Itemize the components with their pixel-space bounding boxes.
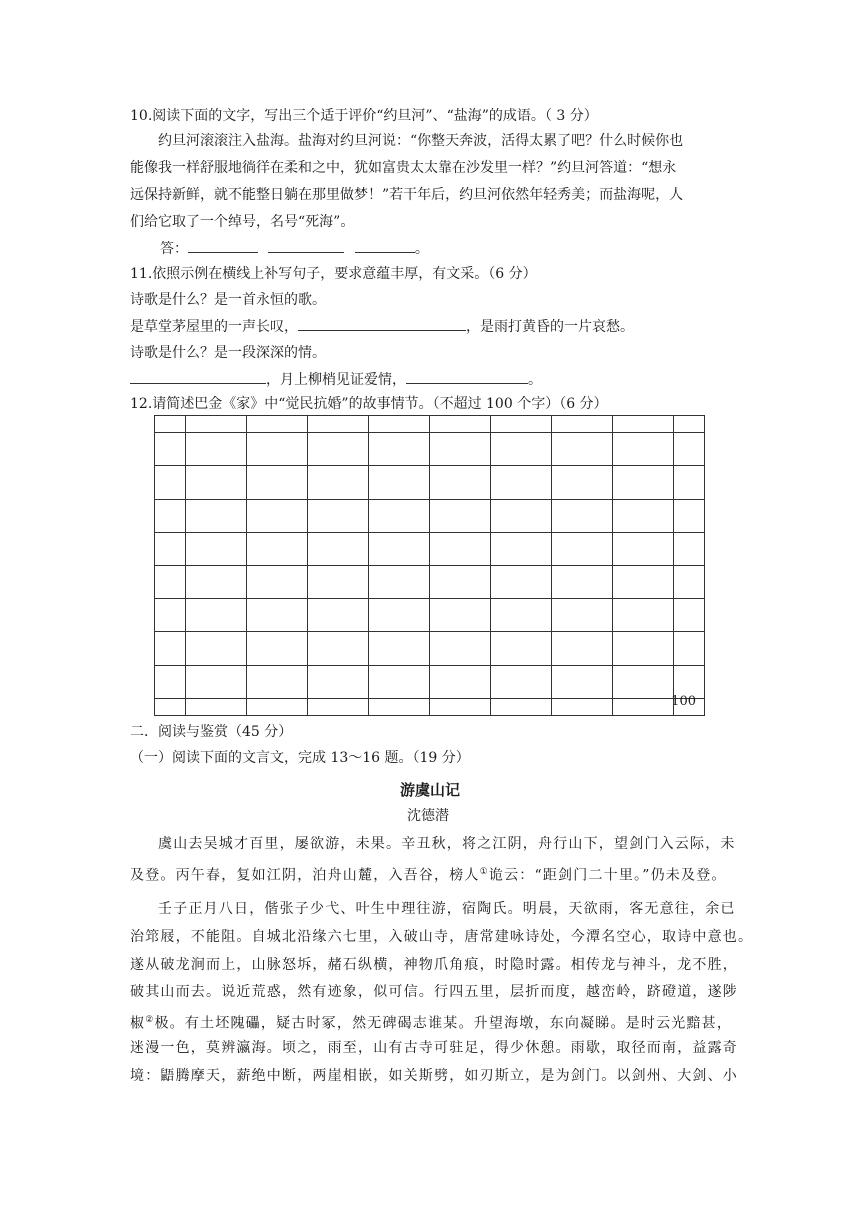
grid-row xyxy=(155,416,704,433)
q10-passage-line: 们给它取了一个绰号，名号“死海”。 xyxy=(130,214,355,230)
q11-line2-end: ，是雨打黄昏的一片哀愁。 xyxy=(466,319,634,335)
section-heading: 二．阅读与鉴赏（45 分） xyxy=(130,724,293,740)
grid-row xyxy=(155,532,704,565)
grid-cell[interactable] xyxy=(552,632,613,665)
grid-cell[interactable] xyxy=(552,565,613,598)
essay-p1-line: 虞山去吴城才百里，屡欲游，未果。辛丑秋，将之江阴，舟行山下，望剑门入云际，未 xyxy=(158,836,736,852)
grid-cell[interactable] xyxy=(186,565,247,598)
essay-p1-line xyxy=(130,862,727,886)
grid-cell[interactable] xyxy=(308,499,369,532)
grid-cell[interactable] xyxy=(552,599,613,632)
grid-cell[interactable] xyxy=(613,499,674,532)
grid-cell[interactable] xyxy=(430,565,491,598)
grid-cell[interactable] xyxy=(247,416,308,433)
q11-line4-end: 。 xyxy=(528,372,542,388)
grid-row xyxy=(155,466,704,499)
essay-p2-line: 遂从破龙涧而上，山脉怒坼，赭石纵横，神物爪角痕，时隐时露。相传龙与神斗，龙不胜， xyxy=(130,957,738,973)
essay-p2-line: 壬子正月八日，偕张子少弋、叶生中理往游，宿陶氏。明晨，天欲雨，客无意往，余已 xyxy=(158,901,736,917)
grid-cell[interactable] xyxy=(247,698,308,715)
grid-cell[interactable] xyxy=(308,565,369,598)
grid-cell[interactable] xyxy=(155,499,186,532)
grid-cell[interactable] xyxy=(552,532,613,565)
grid-cell[interactable] xyxy=(308,632,369,665)
q11-blank-3[interactable] xyxy=(406,369,528,384)
q10-answer-line xyxy=(160,238,429,259)
grid-cell[interactable] xyxy=(186,416,247,433)
q11-blank-1[interactable] xyxy=(298,316,466,331)
grid-cell[interactable] xyxy=(430,466,491,499)
grid-cell[interactable] xyxy=(671,694,705,715)
q10-passage-line: 约旦河滚滚注入盐海。盐海对约旦河说：“你整天奔波，活得太累了吧？什么时候你也 xyxy=(158,133,684,149)
grid-cell[interactable] xyxy=(247,532,308,565)
grid-cell[interactable] xyxy=(369,565,430,598)
answer-grid[interactable] xyxy=(154,415,705,716)
q12-prompt: 12.请简述巴金《家》中“觉民抗婚”的故事情节。（不超过 100 个字）（6 分） xyxy=(130,396,608,412)
grid-cell[interactable] xyxy=(155,599,186,632)
grid-row xyxy=(155,565,704,598)
grid-cell[interactable] xyxy=(491,416,552,433)
grid-cell[interactable] xyxy=(369,466,430,499)
grid-cell[interactable] xyxy=(674,499,705,532)
essay-p2-line: 境：鼯腾摩天，薪绝中断，两崖相嵌，如关斯劈，如刃斯立，是为剑门。以剑州、大剑、小 xyxy=(130,1068,738,1084)
grid-cell[interactable] xyxy=(247,599,308,632)
grid-cell[interactable] xyxy=(491,433,552,466)
grid-cell[interactable] xyxy=(308,698,369,715)
grid-cell[interactable] xyxy=(369,665,430,698)
grid-cell[interactable] xyxy=(613,532,674,565)
grid-cell[interactable] xyxy=(186,665,247,698)
essay-p2-line: 迷漫一色，莫辨瀛海。顷之，雨至，山有古寺可驻足，得少休憩。雨歇，取径而南，益露奇 xyxy=(130,1040,738,1056)
grid-cell[interactable] xyxy=(369,599,430,632)
essay-author: 沈德潜 xyxy=(407,808,449,824)
grid-cell[interactable] xyxy=(308,665,369,698)
q10-passage-line: 远保持新鲜，就不能整日躺在那里做梦！”若干年后，约旦河依然年轻秀美；而盐海呢，人 xyxy=(130,187,684,203)
grid-cell[interactable] xyxy=(491,532,552,565)
grid-cell[interactable] xyxy=(430,433,491,466)
grid-cell[interactable] xyxy=(186,433,247,466)
grid-cell[interactable] xyxy=(674,599,705,632)
q10-blank-3[interactable] xyxy=(355,238,415,253)
grid-cell[interactable] xyxy=(308,433,369,466)
grid-row xyxy=(155,665,704,698)
essay-p1-text: 及登。丙午春，复如江阴，泊舟山麓，入吾谷，榜人 xyxy=(130,867,480,884)
q11-line4 xyxy=(130,369,542,390)
grid-cell[interactable] xyxy=(552,665,613,698)
q11-prompt: 11.依照示例在横线上补写句子，要求意蕴丰厚，有文采。（6 分） xyxy=(130,266,537,282)
grid-cell[interactable] xyxy=(613,632,674,665)
grid-cell[interactable] xyxy=(308,466,369,499)
grid-cell[interactable] xyxy=(155,698,186,715)
q11-line2-start: 是草堂茅屋里的一声长叹， xyxy=(130,319,298,335)
grid-cell[interactable] xyxy=(674,433,705,466)
grid-cell[interactable] xyxy=(674,466,705,499)
grid-cell[interactable] xyxy=(308,532,369,565)
grid-cell[interactable] xyxy=(186,698,247,715)
q11-blank-2[interactable] xyxy=(130,369,266,384)
grid-cell[interactable] xyxy=(552,499,613,532)
grid-cell[interactable] xyxy=(674,416,705,433)
grid-row xyxy=(155,599,704,632)
grid-cell[interactable] xyxy=(247,466,308,499)
grid-cell[interactable] xyxy=(247,665,308,698)
grid-cell[interactable] xyxy=(430,416,491,433)
q11-line2 xyxy=(130,316,634,337)
grid-cell[interactable] xyxy=(552,466,613,499)
grid-cell[interactable] xyxy=(369,532,430,565)
grid-cell[interactable] xyxy=(613,433,674,466)
grid-cell[interactable] xyxy=(369,499,430,532)
grid-cell[interactable] xyxy=(552,698,613,715)
grid-cell[interactable] xyxy=(430,698,491,715)
q10-prompt: 10.阅读下面的文字，写出三个适于评价“约旦河”、“盐海”的成语。（ 3 分） xyxy=(130,108,598,124)
q10-passage-line: 能像我一样舒服地徜徉在柔和之中，犹如富贵太太靠在沙发里一样？”约旦河答道：“想永 xyxy=(130,160,677,176)
grid-cell[interactable] xyxy=(247,632,308,665)
grid-cell[interactable] xyxy=(186,599,247,632)
grid-cell[interactable] xyxy=(613,565,674,598)
essay-p2-line: 破其山而去。说近荒惑，然有迹象，似可信。行四五里，层折而度，越峦岭，跻磴道，遂陟 xyxy=(130,984,738,1000)
grid-cell[interactable] xyxy=(155,466,186,499)
grid-cell[interactable] xyxy=(491,499,552,532)
grid-cell[interactable] xyxy=(674,565,705,598)
grid-cell[interactable] xyxy=(369,416,430,433)
grid-cell[interactable] xyxy=(491,466,552,499)
section-subheading: （一）阅读下面的文言文，完成 13～16 题。（19 分） xyxy=(130,750,470,766)
q10-answer-end: 。 xyxy=(414,241,429,257)
grid-cell[interactable] xyxy=(369,698,430,715)
grid-row xyxy=(155,632,704,665)
grid-cell[interactable] xyxy=(430,665,491,698)
grid-cell[interactable] xyxy=(674,632,705,665)
essay-p2-text: 椒 xyxy=(130,1015,146,1032)
grid-cell[interactable] xyxy=(613,416,674,433)
q11-line4-mid: ，月上柳梢见证爱情， xyxy=(266,372,406,388)
grid-cell[interactable] xyxy=(308,416,369,433)
footnote-marker[interactable]: ① xyxy=(479,867,489,877)
grid-cell[interactable] xyxy=(155,632,186,665)
q11-example-line: 诗歌是什么？是一首永恒的歌。 xyxy=(130,292,326,308)
grid-cell[interactable] xyxy=(247,499,308,532)
grid-cell[interactable] xyxy=(613,466,674,499)
grid-cell[interactable] xyxy=(613,665,674,698)
grid-cell[interactable] xyxy=(491,599,552,632)
grid-cell[interactable] xyxy=(613,698,674,715)
grid-cell[interactable] xyxy=(247,433,308,466)
grid-cell[interactable] xyxy=(308,599,369,632)
grid-cell[interactable] xyxy=(186,499,247,532)
q11-example-line: 诗歌是什么？是一段深深的情。 xyxy=(130,345,326,361)
grid-cell[interactable] xyxy=(369,632,430,665)
essay-p2-line xyxy=(130,1010,732,1034)
essay-p2-line: 治筇屐，不能阻。自城北沿缘六七里，入破山寺，唐常建咏诗处，今潭名空心，取诗中意也。 xyxy=(130,929,754,945)
grid-cell[interactable] xyxy=(155,665,186,698)
grid-cell[interactable] xyxy=(491,565,552,598)
grid-cell[interactable] xyxy=(186,466,247,499)
grid-cell[interactable] xyxy=(247,565,308,598)
essay-title: 游虞山记 xyxy=(400,781,461,799)
q10-answer-label: 答： xyxy=(160,241,188,257)
grid-cell[interactable] xyxy=(552,416,613,433)
grid-row xyxy=(155,499,704,532)
grid-cell[interactable] xyxy=(369,433,430,466)
q10-blank-1[interactable] xyxy=(188,238,258,253)
grid-cell[interactable] xyxy=(613,599,674,632)
grid-cell[interactable] xyxy=(491,665,552,698)
grid-cell[interactable] xyxy=(674,532,705,565)
char-count-label: 100 xyxy=(671,694,696,709)
q10-blank-2[interactable] xyxy=(268,238,344,253)
grid-cell[interactable] xyxy=(186,532,247,565)
grid-row xyxy=(155,698,704,715)
grid-cell[interactable] xyxy=(155,565,186,598)
grid-row xyxy=(155,433,704,466)
grid-cell[interactable] xyxy=(430,532,491,565)
grid-cell[interactable] xyxy=(155,433,186,466)
grid-cell[interactable] xyxy=(155,532,186,565)
grid-cell[interactable] xyxy=(491,698,552,715)
grid-cell[interactable] xyxy=(430,632,491,665)
grid-cell[interactable] xyxy=(552,433,613,466)
footnote-marker[interactable]: ② xyxy=(145,1015,155,1025)
essay-p1-text: 诡云：“距剑门二十里。”仍未及登。 xyxy=(488,867,727,884)
essay-p2-text: 极。有土坯隗礧，疑古时冢，然无碑碣志谁某。升望海墩，东向凝睇。是时云光黯甚， xyxy=(154,1015,733,1032)
grid-cell[interactable] xyxy=(430,599,491,632)
grid-cell[interactable] xyxy=(430,499,491,532)
grid-cell[interactable] xyxy=(186,632,247,665)
grid-cell[interactable] xyxy=(491,632,552,665)
grid-cell[interactable] xyxy=(155,416,186,433)
